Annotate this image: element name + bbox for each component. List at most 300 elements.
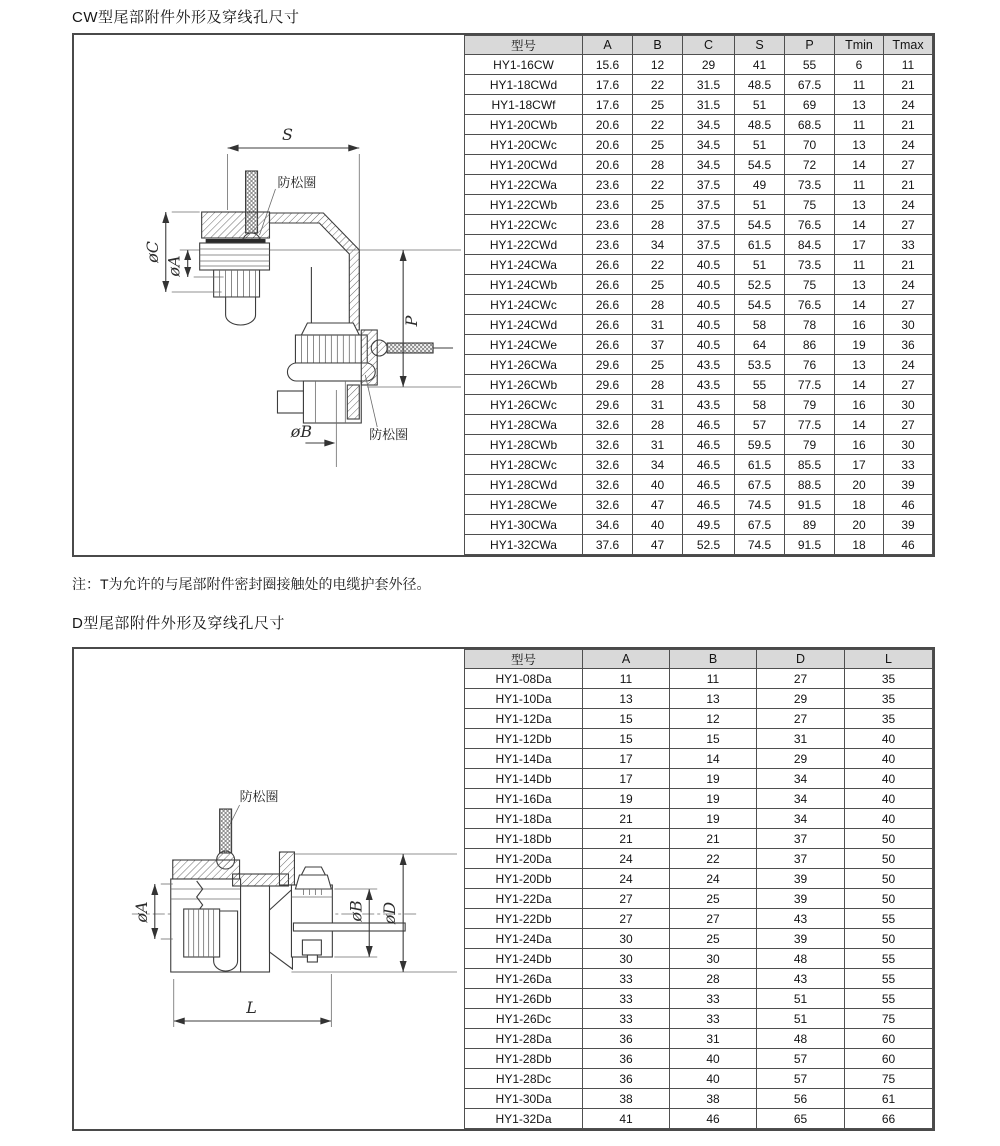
dimension-cell: 31.5 bbox=[683, 75, 735, 95]
dimension-cell: 43.5 bbox=[683, 395, 735, 415]
dimension-cell: 74.5 bbox=[735, 495, 785, 515]
dimension-cell: 43.5 bbox=[683, 375, 735, 395]
model-cell: HY1-20CWd bbox=[465, 155, 583, 175]
model-cell: HY1-24CWa bbox=[465, 255, 583, 275]
dimension-cell: 41 bbox=[735, 55, 785, 75]
dimension-cell: 54.5 bbox=[735, 215, 785, 235]
dimension-cell: 24 bbox=[884, 355, 933, 375]
table-row bbox=[465, 729, 933, 749]
dimension-cell: 25 bbox=[633, 275, 683, 295]
dimension-cell: 37.5 bbox=[683, 215, 735, 235]
dimension-cell: 40 bbox=[845, 789, 933, 809]
dimension-cell: 20.6 bbox=[583, 115, 633, 135]
model-cell: HY1-32CWa bbox=[465, 535, 583, 555]
dimension-cell: 28 bbox=[633, 415, 683, 435]
dimension-cell: 67.5 bbox=[735, 475, 785, 495]
dimension-cell: 27 bbox=[757, 669, 845, 689]
dimension-cell: 31 bbox=[633, 315, 683, 335]
dim-a-label: øA bbox=[131, 901, 151, 923]
dimension-cell: 27 bbox=[757, 709, 845, 729]
dimension-cell: 27 bbox=[583, 909, 670, 929]
dimension-cell: 51 bbox=[757, 989, 845, 1009]
dimension-cell: 36 bbox=[583, 1049, 670, 1069]
table-row bbox=[465, 195, 933, 215]
table-row bbox=[465, 355, 933, 375]
dimension-cell: 26.6 bbox=[583, 335, 633, 355]
lockring-rod bbox=[371, 340, 453, 356]
dim-b-label: øB bbox=[346, 900, 366, 922]
dimension-cell: 51 bbox=[735, 95, 785, 115]
dimension-cell: 36 bbox=[884, 335, 933, 355]
dimension-cell: 50 bbox=[845, 869, 933, 889]
dimension-cell: 12 bbox=[670, 709, 757, 729]
column-header: L bbox=[845, 650, 933, 669]
dimension-cell: 40 bbox=[670, 1069, 757, 1089]
dimension-cell: 24 bbox=[884, 135, 933, 155]
dimension-cell: 40 bbox=[845, 769, 933, 789]
dimension-cell: 11 bbox=[835, 255, 884, 275]
model-cell: HY1-10Da bbox=[465, 689, 583, 709]
dimension-cell: 39 bbox=[884, 515, 933, 535]
dimension-cell: 34 bbox=[633, 235, 683, 255]
d-dimension-table bbox=[464, 649, 933, 1129]
dimension-cell: 51 bbox=[735, 135, 785, 155]
table-row bbox=[465, 395, 933, 415]
table-row bbox=[465, 435, 933, 455]
dimension-cell: 26.6 bbox=[583, 295, 633, 315]
dimension-cell: 57 bbox=[735, 415, 785, 435]
dimension-cell: 40 bbox=[845, 809, 933, 829]
table-row bbox=[465, 75, 933, 95]
column-header: P bbox=[785, 36, 835, 55]
dimension-cell: 43.5 bbox=[683, 355, 735, 375]
dimension-cell: 24 bbox=[884, 195, 933, 215]
model-cell: HY1-26CWa bbox=[465, 355, 583, 375]
dimension-cell: 91.5 bbox=[785, 535, 835, 555]
d-section-panel bbox=[72, 647, 935, 1131]
dimension-cell: 89 bbox=[785, 515, 835, 535]
model-cell: HY1-18CWd bbox=[465, 75, 583, 95]
table-header-row bbox=[465, 650, 933, 669]
column-header: B bbox=[670, 650, 757, 669]
dimension-cell: 13 bbox=[835, 355, 884, 375]
model-cell: HY1-24CWc bbox=[465, 295, 583, 315]
dimension-cell: 19 bbox=[670, 769, 757, 789]
dimension-cell: 48.5 bbox=[735, 115, 785, 135]
dimension-cell: 25 bbox=[633, 95, 683, 115]
dimension-cell: 40 bbox=[845, 749, 933, 769]
table-row bbox=[465, 669, 933, 689]
dimension-cell: 79 bbox=[785, 395, 835, 415]
dimension-cell: 18 bbox=[835, 535, 884, 555]
model-cell: HY1-20Db bbox=[465, 869, 583, 889]
dimension-cell: 79 bbox=[785, 435, 835, 455]
dimension-cell: 35 bbox=[845, 669, 933, 689]
dimension-cell: 11 bbox=[583, 669, 670, 689]
dimension-cell: 27 bbox=[670, 909, 757, 929]
dimension-cell: 18 bbox=[835, 495, 884, 515]
dimension-cell: 55 bbox=[845, 909, 933, 929]
table-row bbox=[465, 115, 933, 135]
dimension-cell: 46 bbox=[884, 495, 933, 515]
dimension-cell: 23.6 bbox=[583, 195, 633, 215]
dimension-cell: 25 bbox=[670, 929, 757, 949]
model-cell: HY1-22CWa bbox=[465, 175, 583, 195]
column-header: 型号 bbox=[465, 36, 583, 55]
column-header: B bbox=[633, 36, 683, 55]
dimension-cell: 27 bbox=[884, 415, 933, 435]
cw-dimension-table bbox=[464, 35, 933, 555]
dimension-cell: 17 bbox=[583, 769, 670, 789]
table-header-row bbox=[465, 36, 933, 55]
dimension-cell: 26.6 bbox=[583, 275, 633, 295]
dimension-cell: 17 bbox=[583, 749, 670, 769]
table-row bbox=[465, 235, 933, 255]
dimension-cell: 70 bbox=[785, 135, 835, 155]
dimension-cell: 76.5 bbox=[785, 215, 835, 235]
dimension-cell: 13 bbox=[835, 275, 884, 295]
dimension-cell: 12 bbox=[633, 55, 683, 75]
dimension-cell: 51 bbox=[735, 195, 785, 215]
dimension-cell: 23.6 bbox=[583, 175, 633, 195]
dimension-cell: 11 bbox=[884, 55, 933, 75]
dimension-cell: 39 bbox=[757, 869, 845, 889]
dimension-cell: 28 bbox=[633, 375, 683, 395]
dimension-cell: 15.6 bbox=[583, 55, 633, 75]
table-row bbox=[465, 315, 933, 335]
dimension-cell: 65 bbox=[757, 1109, 845, 1129]
model-cell: HY1-32Da bbox=[465, 1109, 583, 1129]
dimension-cell: 32.6 bbox=[583, 415, 633, 435]
table-row bbox=[465, 455, 933, 475]
lockring-bottom-label: 防松圈 bbox=[369, 426, 409, 443]
column-header: A bbox=[583, 36, 633, 55]
dimension-cell: 13 bbox=[835, 95, 884, 115]
dim-p-label: P bbox=[402, 315, 422, 327]
dimension-cell: 21 bbox=[583, 829, 670, 849]
dimension-cell: 34 bbox=[633, 455, 683, 475]
dimension-cell: 34.5 bbox=[683, 155, 735, 175]
column-header: 型号 bbox=[465, 650, 583, 669]
table-note: 注：T为允许的与尾部附件密封圈接触处的电缆护套外径。 bbox=[72, 576, 431, 592]
dimension-cell: 43 bbox=[757, 909, 845, 929]
dimension-cell: 32.6 bbox=[583, 495, 633, 515]
dimension-cell: 85.5 bbox=[785, 455, 835, 475]
column-header: D bbox=[757, 650, 845, 669]
dimension-cell: 6 bbox=[835, 55, 884, 75]
dimension-cell: 25 bbox=[670, 889, 757, 909]
dimension-cell: 54.5 bbox=[735, 295, 785, 315]
dimension-cell: 31 bbox=[633, 395, 683, 415]
dimension-cell: 77.5 bbox=[785, 415, 835, 435]
dimension-cell: 21 bbox=[583, 809, 670, 829]
dimension-cell: 29 bbox=[683, 55, 735, 75]
dimension-cell: 76.5 bbox=[785, 295, 835, 315]
dimension-cell: 74.5 bbox=[735, 535, 785, 555]
dimension-cell: 33 bbox=[670, 1009, 757, 1029]
table-row bbox=[465, 889, 933, 909]
dimension-cell: 25 bbox=[633, 195, 683, 215]
dimension-cell: 19 bbox=[670, 789, 757, 809]
dimension-cell: 16 bbox=[835, 435, 884, 455]
table-row bbox=[465, 375, 933, 395]
dimension-cell: 75 bbox=[845, 1069, 933, 1089]
dimension-cell: 29 bbox=[757, 749, 845, 769]
dimension-cell: 40.5 bbox=[683, 335, 735, 355]
table-row bbox=[465, 709, 933, 729]
dimension-cell: 34.5 bbox=[683, 135, 735, 155]
dimension-cell: 51 bbox=[735, 255, 785, 275]
dimension-cell: 34 bbox=[757, 769, 845, 789]
dimension-cell: 13 bbox=[835, 195, 884, 215]
dimension-cell: 55 bbox=[845, 969, 933, 989]
dimension-cell: 88.5 bbox=[785, 475, 835, 495]
dimension-cell: 48 bbox=[757, 1029, 845, 1049]
table-row bbox=[465, 515, 933, 535]
model-cell: HY1-12Db bbox=[465, 729, 583, 749]
dimension-cell: 77.5 bbox=[785, 375, 835, 395]
dimension-cell: 46 bbox=[884, 535, 933, 555]
dimension-cell: 27 bbox=[884, 155, 933, 175]
table-row bbox=[465, 969, 933, 989]
model-cell: HY1-28CWd bbox=[465, 475, 583, 495]
dimension-cell: 34 bbox=[757, 789, 845, 809]
model-cell: HY1-26CWc bbox=[465, 395, 583, 415]
dimension-cell: 28 bbox=[633, 215, 683, 235]
dimension-cell: 26.6 bbox=[583, 255, 633, 275]
dimension-cell: 13 bbox=[583, 689, 670, 709]
dimension-cell: 22 bbox=[633, 115, 683, 135]
dimension-cell: 17 bbox=[835, 455, 884, 475]
dimension-cell: 59.5 bbox=[735, 435, 785, 455]
dimension-cell: 33 bbox=[583, 1009, 670, 1029]
dimension-cell: 28 bbox=[633, 155, 683, 175]
dimension-cell: 49.5 bbox=[683, 515, 735, 535]
dimension-cell: 29.6 bbox=[583, 395, 633, 415]
dimension-cell: 27 bbox=[884, 295, 933, 315]
model-cell: HY1-22CWc bbox=[465, 215, 583, 235]
dimension-cell: 28 bbox=[633, 295, 683, 315]
dimension-cell: 25 bbox=[633, 135, 683, 155]
dimension-cell: 39 bbox=[757, 889, 845, 909]
cable-gland bbox=[277, 323, 377, 423]
model-cell: HY1-16Da bbox=[465, 789, 583, 809]
table-row bbox=[465, 1069, 933, 1089]
column-header: C bbox=[683, 36, 735, 55]
dimension-cell: 27 bbox=[884, 375, 933, 395]
dimension-cell: 30 bbox=[583, 929, 670, 949]
dimension-cell: 52.5 bbox=[735, 275, 785, 295]
model-cell: HY1-24CWe bbox=[465, 335, 583, 355]
dimension-cell: 21 bbox=[884, 175, 933, 195]
model-cell: HY1-24CWd bbox=[465, 315, 583, 335]
dimension-cell: 32.6 bbox=[583, 435, 633, 455]
dimension-l bbox=[174, 974, 332, 1027]
dimension-cell: 34.5 bbox=[683, 115, 735, 135]
model-cell: HY1-12Da bbox=[465, 709, 583, 729]
dimension-cell: 17 bbox=[835, 235, 884, 255]
table-row bbox=[465, 949, 933, 969]
body-shell bbox=[233, 852, 295, 972]
dimension-cell: 61.5 bbox=[735, 235, 785, 255]
model-cell: HY1-28CWe bbox=[465, 495, 583, 515]
dimension-cell: 58 bbox=[735, 395, 785, 415]
dimension-cell: 50 bbox=[845, 829, 933, 849]
dimension-cell: 46 bbox=[670, 1109, 757, 1129]
lockring-top-label: 防松圈 bbox=[277, 174, 317, 191]
dimension-cell: 11 bbox=[835, 175, 884, 195]
dimension-cell: 48 bbox=[757, 949, 845, 969]
dimension-cell: 33 bbox=[583, 989, 670, 1009]
lockring-label: 防松圈 bbox=[239, 788, 279, 805]
dimension-cell: 26.6 bbox=[583, 315, 633, 335]
dimension-cell: 31 bbox=[670, 1029, 757, 1049]
dimension-cell: 16 bbox=[835, 315, 884, 335]
dimension-cell: 14 bbox=[670, 749, 757, 769]
dimension-cell: 40.5 bbox=[683, 255, 735, 275]
elbow-duct bbox=[269, 213, 359, 330]
dimension-cell: 39 bbox=[757, 929, 845, 949]
table-row bbox=[465, 909, 933, 929]
model-cell: HY1-26Db bbox=[465, 989, 583, 1009]
table-row bbox=[465, 1009, 933, 1029]
table-row bbox=[465, 1109, 933, 1129]
dimension-cell: 37.5 bbox=[683, 195, 735, 215]
dimension-cell: 29 bbox=[757, 689, 845, 709]
model-cell: HY1-28Dc bbox=[465, 1069, 583, 1089]
d-drawing-svg bbox=[74, 649, 464, 1129]
dimension-cell: 33 bbox=[670, 989, 757, 1009]
model-cell: HY1-18Da bbox=[465, 809, 583, 829]
dimension-cell: 27 bbox=[884, 215, 933, 235]
table-row bbox=[465, 809, 933, 829]
dimension-cell: 24 bbox=[583, 849, 670, 869]
dimension-cell: 56 bbox=[757, 1089, 845, 1109]
dimension-cell: 48.5 bbox=[735, 75, 785, 95]
dimension-cell: 37 bbox=[633, 335, 683, 355]
model-cell: HY1-30CWa bbox=[465, 515, 583, 535]
dimension-cell: 36 bbox=[583, 1069, 670, 1089]
dimension-cell: 31.5 bbox=[683, 95, 735, 115]
dimension-cell: 55 bbox=[735, 375, 785, 395]
dimension-cell: 40 bbox=[845, 729, 933, 749]
dimension-cell: 40 bbox=[633, 475, 683, 495]
model-cell: HY1-26Dc bbox=[465, 1009, 583, 1029]
dimension-cell: 67.5 bbox=[735, 515, 785, 535]
dimension-cell: 22 bbox=[670, 849, 757, 869]
model-cell: HY1-24Db bbox=[465, 949, 583, 969]
dimension-cell: 15 bbox=[583, 709, 670, 729]
dimension-cell: 52.5 bbox=[683, 535, 735, 555]
dimension-cell: 46.5 bbox=[683, 495, 735, 515]
dimension-cell: 47 bbox=[633, 495, 683, 515]
model-cell: HY1-28CWc bbox=[465, 455, 583, 475]
dimension-cell: 60 bbox=[845, 1029, 933, 1049]
cw-section-panel bbox=[72, 33, 935, 557]
model-cell: HY1-14Da bbox=[465, 749, 583, 769]
dimension-cell: 24 bbox=[884, 95, 933, 115]
table-row bbox=[465, 155, 933, 175]
dimension-cell: 22 bbox=[633, 175, 683, 195]
dimension-cell: 20.6 bbox=[583, 135, 633, 155]
dimension-cell: 91.5 bbox=[785, 495, 835, 515]
dimension-cell: 25 bbox=[633, 355, 683, 375]
table-row bbox=[465, 869, 933, 889]
dimension-cell: 49 bbox=[735, 175, 785, 195]
dimension-cell: 15 bbox=[670, 729, 757, 749]
dimension-cell: 21 bbox=[884, 255, 933, 275]
dimension-cell: 32.6 bbox=[583, 455, 633, 475]
dimension-cell: 20 bbox=[835, 475, 884, 495]
model-cell: HY1-22Da bbox=[465, 889, 583, 909]
dimension-cell: 72 bbox=[785, 155, 835, 175]
table-row bbox=[465, 989, 933, 1009]
dimension-cell: 15 bbox=[583, 729, 670, 749]
dimension-cell: 75 bbox=[845, 1009, 933, 1029]
table-row bbox=[465, 215, 933, 235]
dimension-cell: 50 bbox=[845, 889, 933, 909]
dimension-cell: 24 bbox=[583, 869, 670, 889]
table-row bbox=[465, 929, 933, 949]
dimension-cell: 67.5 bbox=[785, 75, 835, 95]
dimension-cell: 50 bbox=[845, 849, 933, 869]
dimension-cell: 40.5 bbox=[683, 295, 735, 315]
model-cell: HY1-28CWa bbox=[465, 415, 583, 435]
dimension-cell: 35 bbox=[845, 689, 933, 709]
dimension-cell: 27 bbox=[583, 889, 670, 909]
coupling-nut bbox=[171, 860, 241, 972]
dimension-cell: 20.6 bbox=[583, 155, 633, 175]
cw-section-title: CW型尾部附件外形及穿线孔尺寸 bbox=[72, 9, 300, 26]
dim-s-label: S bbox=[281, 124, 293, 145]
dimension-cell: 23.6 bbox=[583, 235, 633, 255]
model-cell: HY1-08Da bbox=[465, 669, 583, 689]
model-cell: HY1-28Da bbox=[465, 1029, 583, 1049]
table-row bbox=[465, 789, 933, 809]
cw-connector-drawing bbox=[74, 35, 464, 555]
dimension-cell: 57 bbox=[757, 1069, 845, 1089]
dimension-cell: 68.5 bbox=[785, 115, 835, 135]
dimension-cell: 11 bbox=[835, 115, 884, 135]
dimension-cell: 32.6 bbox=[583, 475, 633, 495]
dimension-cell: 75 bbox=[785, 275, 835, 295]
dimension-cell: 33 bbox=[884, 235, 933, 255]
dimension-cell: 20 bbox=[835, 515, 884, 535]
table-row bbox=[465, 1089, 933, 1109]
dimension-cell: 46.5 bbox=[683, 455, 735, 475]
table-row bbox=[465, 55, 933, 75]
model-cell: HY1-30Da bbox=[465, 1089, 583, 1109]
dimension-cell: 60 bbox=[845, 1049, 933, 1069]
model-cell: HY1-16CW bbox=[465, 55, 583, 75]
model-cell: HY1-20CWc bbox=[465, 135, 583, 155]
table-row bbox=[465, 95, 933, 115]
dimension-cell: 58 bbox=[735, 315, 785, 335]
dimension-cell: 14 bbox=[835, 155, 884, 175]
column-header: Tmax bbox=[884, 36, 933, 55]
dimension-cell: 30 bbox=[884, 435, 933, 455]
dimension-cell: 37.5 bbox=[683, 235, 735, 255]
dimension-cell: 22 bbox=[633, 255, 683, 275]
table-row bbox=[465, 255, 933, 275]
model-cell: HY1-24CWb bbox=[465, 275, 583, 295]
dimension-d bbox=[380, 854, 406, 972]
dimension-cell: 21 bbox=[884, 115, 933, 135]
dim-c-label: øC bbox=[142, 241, 162, 263]
dimension-cell: 69 bbox=[785, 95, 835, 115]
dimension-cell: 55 bbox=[845, 949, 933, 969]
dimension-p bbox=[367, 250, 461, 387]
